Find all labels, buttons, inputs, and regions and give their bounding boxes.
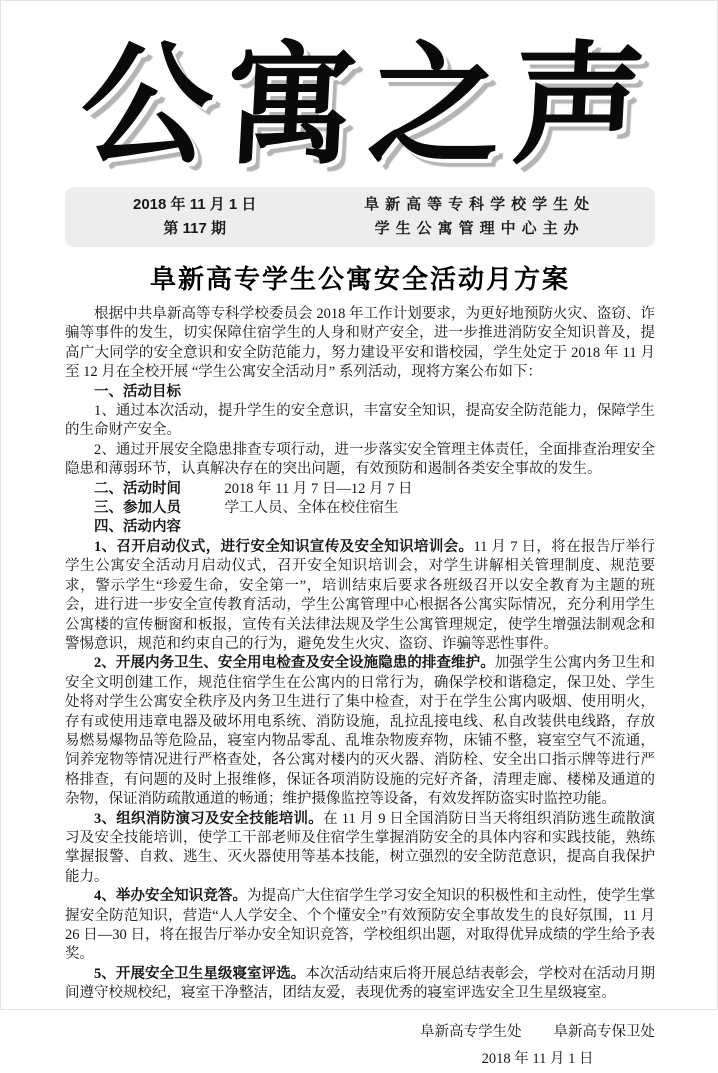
signature-security-office: 阜新高专保卫处 bbox=[553, 1023, 655, 1040]
footer-signatures bbox=[420, 1019, 655, 1046]
masthead-char: 声 bbox=[508, 28, 650, 183]
publisher-line-1: 阜新高等专科学校学生处 bbox=[364, 196, 596, 213]
paragraph-lead: 1、召开启动仪式，进行安全知识宣传及安全知识培训会。 bbox=[94, 538, 474, 555]
paragraph-lead: 5、开展安全卫生星级寝室评选。 bbox=[94, 965, 306, 982]
article-body bbox=[65, 305, 655, 1004]
publisher-line-2: 学生公寓管理中心主办 bbox=[374, 220, 585, 237]
masthead-char: 寓 bbox=[220, 28, 362, 183]
paragraph: 1、召开启动仪式，进行安全知识宣传及安全知识培训会。11 月 7 日，将在报告厅举行学生公寓安全活动月启动仪式，召开安全知识培训会，对学生讲解相关管理制度、规范要求，警示学生“珍爱生命，安全第一”，培训结束后要求各班级召开以安全教育为主题的班会，进行进一步安全宣传教育活动，学生公寓管理中心根据各公寓实际情况，充分利用学生公寓楼的宣传橱窗和板报，宣传有关法律法规及学生公寓管理规定，使学生增强法制观念和警惕意识，规范和约束自己的行为，避免发生火灾、盗窃、诈骗等恶性事件。 bbox=[65, 538, 655, 652]
paragraph: 5、开展安全卫生星级寝室评选。本次活动结束后将开展总结表彰会，学校对在活动月期间遵守校规校纪，寝室干净整洁，团结友爱，表现优秀的寝室评选安全卫生星级寝室。 bbox=[65, 965, 656, 1002]
section-label-value-line bbox=[65, 480, 655, 499]
paragraph: 1、通过本次活动，提升学生的安全意识，丰富安全知识，提高安全防范能力，保障学生的生命财产安全。 bbox=[65, 403, 655, 439]
section-value: 2018 年 11 月 7 日—12 月 7 日 bbox=[224, 480, 413, 497]
issue-info-right bbox=[314, 193, 645, 241]
signature-student-affairs: 阜新高专学生处 bbox=[420, 1023, 522, 1040]
masthead-char: 公 bbox=[76, 28, 218, 183]
paragraph: 2、通过开展安全隐患排查专项行动，进一步落实安全管理主体责任，全面排查治理安全隐患和薄弱环节，认真解决存在的突出问题，有效预防和遏制各类安全事故的发生。 bbox=[65, 441, 655, 478]
footer-inner bbox=[420, 1019, 655, 1073]
section-value: 学工人员、全体在校住宿生 bbox=[224, 500, 399, 517]
issue-number: 第 117 期 bbox=[163, 220, 226, 237]
footer-date: 2018 年 11 月 1 日 bbox=[481, 1050, 594, 1067]
paragraph: 2、开展内务卫生、安全用电检查及安全设施隐患的排查维护。加强学生公寓内务卫生和安全文明创建工作，规范住宿学生在公寓内的日常行为，确保学校和谐稳定，保卫处、学生处将对学生公寓安全秩序及内务卫生进行了集中检查，对于在学生公寓内吸烟、使用明火，存有或使用违章电器及破坏用电系统、消防设施，乱拉乱接电线、私自改装供电线路，存放易燃易爆物品等危险品，寝室内物品零乱、乱堆杂物废弃物，床铺不整，寝室空气不流通，饲养宠物等情况进行严格查处，各公寓对楼内的灭火器、消防栓、安全出口指示牌等进行严格排查，有问题的及时上报维修，保证各项消防设施的完好齐备，清理走廊、楼梯及通道的杂物，保证消防疏散通道的畅通；维护摄像监控等设备，有效发挥防盗实时监控功能。 bbox=[65, 655, 656, 808]
paragraph: 3、组织消防演习及安全技能培训。在 11 月 9 日全国消防日当天将组织消防逃生疏散演习及安全技能培训，使学工干部老师及住宿学生掌握消防安全的具体内容和实践技能，熟练掌握报警、自救、逃生、灭火器使用等基本技能，树立强烈的安全防范意识，提高自我保护能力。 bbox=[65, 810, 655, 885]
section-label: 三、参加人员 bbox=[94, 500, 181, 517]
issue-info-left bbox=[75, 193, 314, 241]
paragraph-lead: 4、举办安全知识竞答。 bbox=[94, 888, 248, 905]
section-label: 二、活动时间 bbox=[94, 480, 181, 497]
article-title: 阜新高专学生公寓安全活动月方案 bbox=[149, 264, 570, 294]
issue-info-bar bbox=[65, 187, 655, 247]
masthead-title bbox=[65, 23, 655, 181]
section-label-value-line bbox=[65, 499, 655, 518]
paragraph-lead: 3、组织消防演习及安全技能培训。 bbox=[94, 810, 324, 827]
article-footer bbox=[65, 1019, 655, 1073]
paragraph: 4、举办安全知识竞答。为提高广大住宿学生学习安全知识的积极性和主动性，使学生掌握安全防范知识，营造“人人学安全、个个懂安全”有效预防安全事故发生的良好氛围，11 月 26 日—30 日，将在报告厅举办安全知识竞答，学校组织出题，对取得优异成绩的学生给予表奖。 bbox=[65, 888, 655, 963]
masthead-char: 之 bbox=[364, 28, 506, 183]
issue-date: 2018 年 11 月 1 日 bbox=[132, 196, 257, 213]
section-heading: 四、活动内容 bbox=[94, 519, 181, 536]
section-heading: 一、活动目标 bbox=[94, 383, 181, 400]
paragraph: 根据中共阜新高等专科学校委员会 2018 年工作计划要求，为更好地预防火灾、盗窃、诈骗等事件的发生，切实保障住宿学生的人身和财产安全，进一步推进消防安全知识普及，提高广大同学的安全意识和安全防范能力，努力建设平安和谐校园，学生处定于 2018 年 11 月至 12 月在全校开展 “学生公寓安全活动月” 系列活动，现将方案公布如下： bbox=[65, 306, 655, 381]
paragraph-lead: 2、开展内务卫生、安全用电检查及安全设施隐患的排查维护。 bbox=[94, 655, 495, 672]
